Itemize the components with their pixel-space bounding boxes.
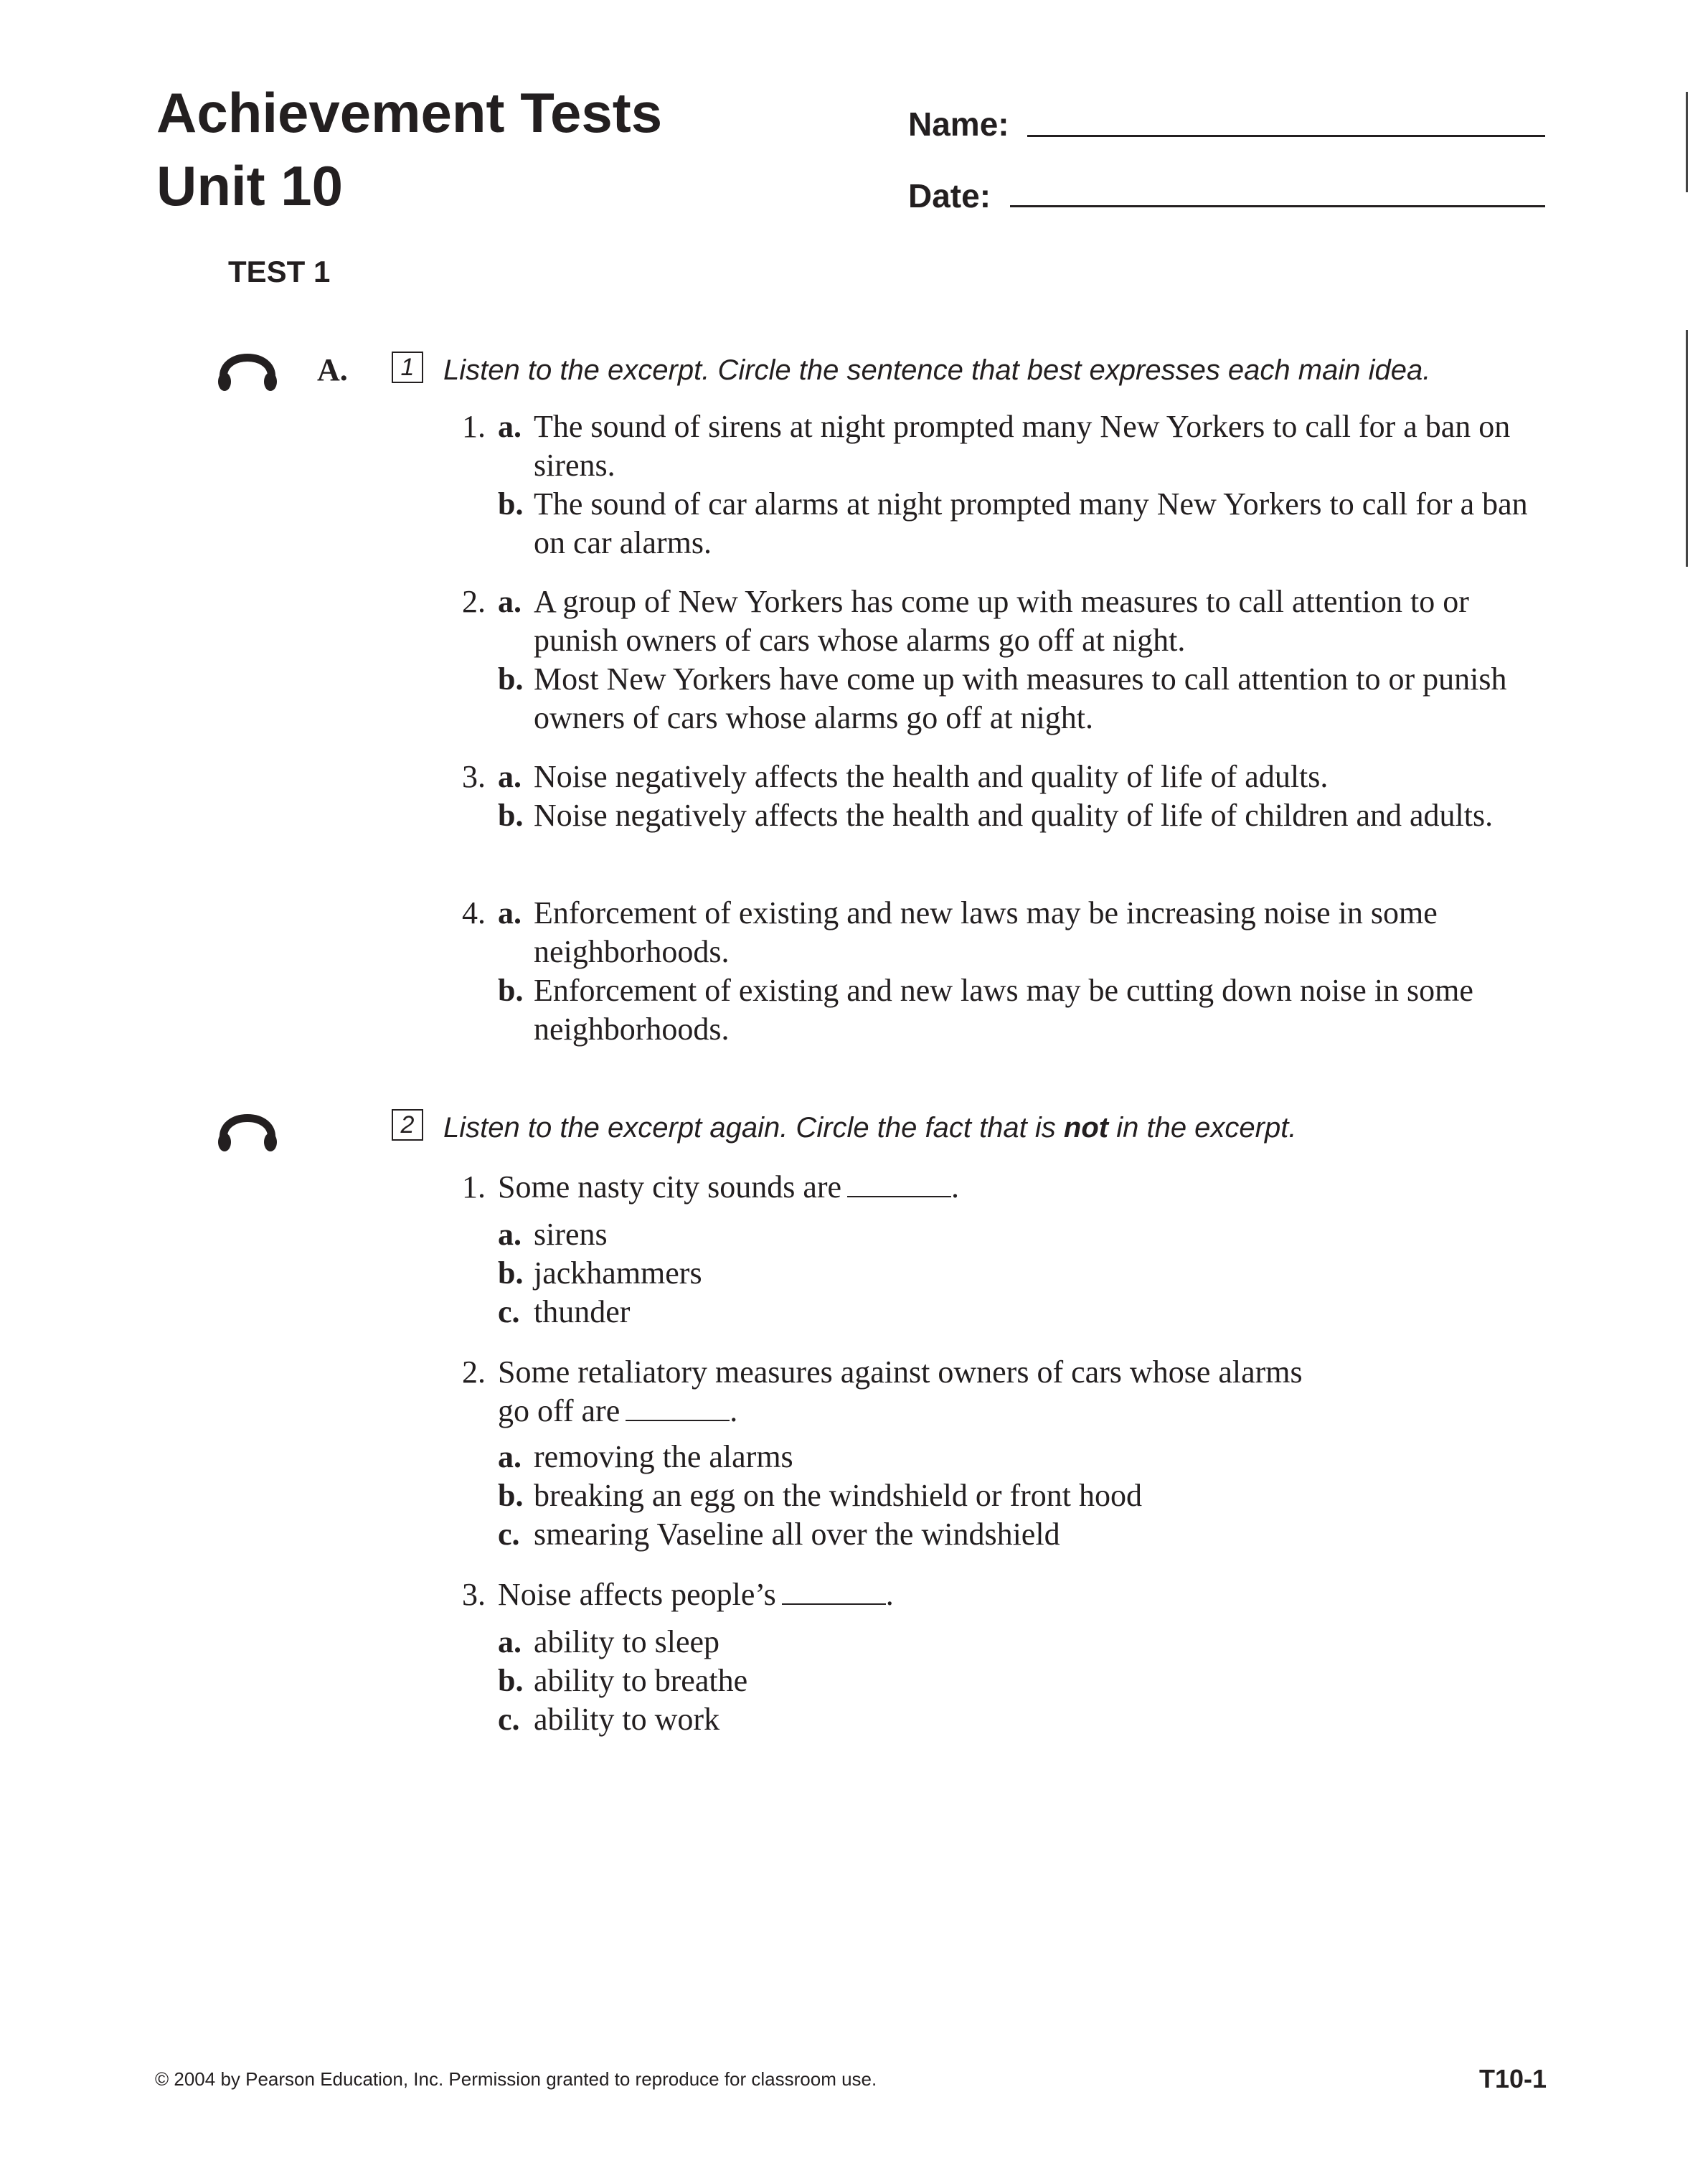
option-label: a. bbox=[498, 759, 522, 794]
option-text[interactable]: ability to work bbox=[534, 1702, 720, 1737]
question-2 bbox=[462, 583, 1552, 663]
question-number: 1. bbox=[462, 1169, 486, 1205]
instruction-text: Listen to the excerpt again. Circle the fact that is bbox=[443, 1112, 1064, 1144]
page-title: Achievement Tests bbox=[156, 81, 663, 144]
instruction-emphasis: not bbox=[1063, 1112, 1109, 1144]
question-stem: go off are bbox=[498, 1393, 621, 1428]
section-letter: A. bbox=[317, 352, 348, 387]
option-b[interactable] bbox=[462, 1476, 1552, 1517]
option-label: a. bbox=[498, 409, 522, 444]
option-label: b. bbox=[498, 1478, 524, 1513]
option-label: a. bbox=[498, 584, 522, 619]
option-text[interactable]: The sound of car alarms at night prompted many New Yorkers to call for a ban on car alarms. bbox=[534, 486, 1528, 560]
unit-title: Unit 10 bbox=[156, 154, 344, 217]
question-number: 2. bbox=[462, 1354, 486, 1390]
date-field[interactable] bbox=[1010, 205, 1545, 207]
question-1 bbox=[462, 407, 1552, 488]
option-b[interactable] bbox=[462, 1662, 1552, 1702]
option-label: c. bbox=[498, 1517, 520, 1552]
option-label: a. bbox=[498, 1217, 522, 1252]
option-a[interactable] bbox=[462, 1623, 1552, 1663]
answer-blank bbox=[626, 1395, 730, 1421]
option-text[interactable]: Most New Yorkers have come up with measures to call attention to or punish owners of cars whose alarms go off at night. bbox=[534, 661, 1507, 735]
question-4 bbox=[462, 894, 1552, 974]
question-number: 3. bbox=[462, 1577, 486, 1612]
stem-end: . bbox=[730, 1393, 738, 1428]
question-2 bbox=[462, 1353, 1552, 1393]
page-number: T10-1 bbox=[1479, 2064, 1547, 2093]
option-c[interactable] bbox=[462, 1515, 1552, 1555]
exercise-1-instruction: Listen to the excerpt. Circle the sentence that best expresses each main idea. bbox=[443, 354, 1431, 386]
question-number: 1. bbox=[462, 409, 486, 444]
option-c[interactable] bbox=[462, 1700, 1552, 1740]
headphones-icon bbox=[215, 336, 280, 393]
exercise-number-box: 1 bbox=[392, 352, 423, 383]
stem-end: . bbox=[951, 1169, 960, 1205]
question-1-option-b bbox=[462, 485, 1552, 565]
option-label: c. bbox=[498, 1294, 520, 1329]
option-label: b. bbox=[498, 1255, 524, 1291]
exercise-2-instruction bbox=[443, 1113, 1296, 1142]
question-number: 2. bbox=[462, 584, 486, 619]
option-text[interactable]: Noise negatively affects the health and quality of life of children and adults. bbox=[534, 798, 1494, 833]
option-a[interactable] bbox=[462, 1215, 1552, 1255]
option-text[interactable]: Enforcement of existing and new laws may be cutting down noise in some neighborhoods. bbox=[534, 973, 1473, 1047]
option-text[interactable]: sirens bbox=[534, 1217, 608, 1252]
scan-edge-mark bbox=[1686, 92, 1688, 192]
question-1 bbox=[462, 1168, 1552, 1208]
question-stem: Noise affects people’s bbox=[498, 1577, 776, 1612]
question-2-stem-line2 bbox=[462, 1392, 1552, 1432]
option-label: a. bbox=[498, 1624, 522, 1659]
question-3 bbox=[462, 758, 1552, 798]
option-text[interactable]: ability to sleep bbox=[534, 1624, 720, 1659]
option-label: b. bbox=[498, 973, 524, 1008]
option-label: a. bbox=[498, 1439, 522, 1474]
question-number: 4. bbox=[462, 895, 486, 930]
option-text[interactable]: thunder bbox=[534, 1294, 631, 1329]
copyright-notice: © 2004 by Pearson Education, Inc. Permission granted to reproduce for classroom use. bbox=[155, 2068, 877, 2090]
stem-end: . bbox=[885, 1577, 894, 1612]
option-label: b. bbox=[498, 798, 524, 833]
date-label: Date: bbox=[908, 177, 991, 215]
question-stem: Some nasty city sounds are bbox=[498, 1169, 842, 1205]
option-a[interactable] bbox=[462, 1438, 1552, 1478]
name-field[interactable] bbox=[1027, 135, 1545, 137]
option-label: b. bbox=[498, 1663, 524, 1698]
option-label: b. bbox=[498, 486, 524, 522]
option-c[interactable] bbox=[462, 1293, 1552, 1333]
option-b[interactable] bbox=[462, 1254, 1552, 1294]
question-2-option-b bbox=[462, 660, 1552, 740]
option-label: a. bbox=[498, 895, 522, 930]
option-text[interactable]: removing the alarms bbox=[534, 1439, 793, 1474]
name-label: Name: bbox=[908, 105, 1009, 143]
answer-blank bbox=[847, 1172, 951, 1197]
option-text[interactable]: Enforcement of existing and new laws may be increasing noise in some neighborhoods. bbox=[534, 895, 1438, 969]
option-text[interactable]: ability to breathe bbox=[534, 1663, 748, 1698]
option-text[interactable]: A group of New Yorkers has come up with measures to call attention to or punish owners of cars whose alarms go off at night. bbox=[534, 584, 1469, 658]
question-3 bbox=[462, 1575, 1552, 1616]
question-number: 3. bbox=[462, 759, 486, 794]
question-3-option-b bbox=[462, 796, 1552, 877]
option-text[interactable]: breaking an egg on the windshield or front hood bbox=[534, 1478, 1143, 1513]
option-text[interactable]: The sound of sirens at night prompted many New Yorkers to call for a ban on sirens. bbox=[534, 409, 1511, 483]
option-text[interactable]: smearing Vaseline all over the windshield bbox=[534, 1517, 1060, 1552]
option-text[interactable]: Noise negatively affects the health and quality of life of adults. bbox=[534, 759, 1329, 794]
question-stem: Some retaliatory measures against owners of cars whose alarms bbox=[498, 1354, 1303, 1390]
option-label: b. bbox=[498, 661, 524, 697]
test-label: TEST 1 bbox=[228, 255, 331, 288]
option-text[interactable]: jackhammers bbox=[534, 1255, 702, 1291]
question-4-option-b bbox=[462, 971, 1552, 1052]
answer-blank bbox=[782, 1579, 886, 1605]
headphones-icon bbox=[215, 1096, 280, 1154]
scan-edge-mark bbox=[1686, 330, 1688, 567]
instruction-text: in the excerpt. bbox=[1108, 1112, 1297, 1144]
exercise-number-box: 2 bbox=[392, 1109, 423, 1141]
option-label: c. bbox=[498, 1702, 520, 1737]
